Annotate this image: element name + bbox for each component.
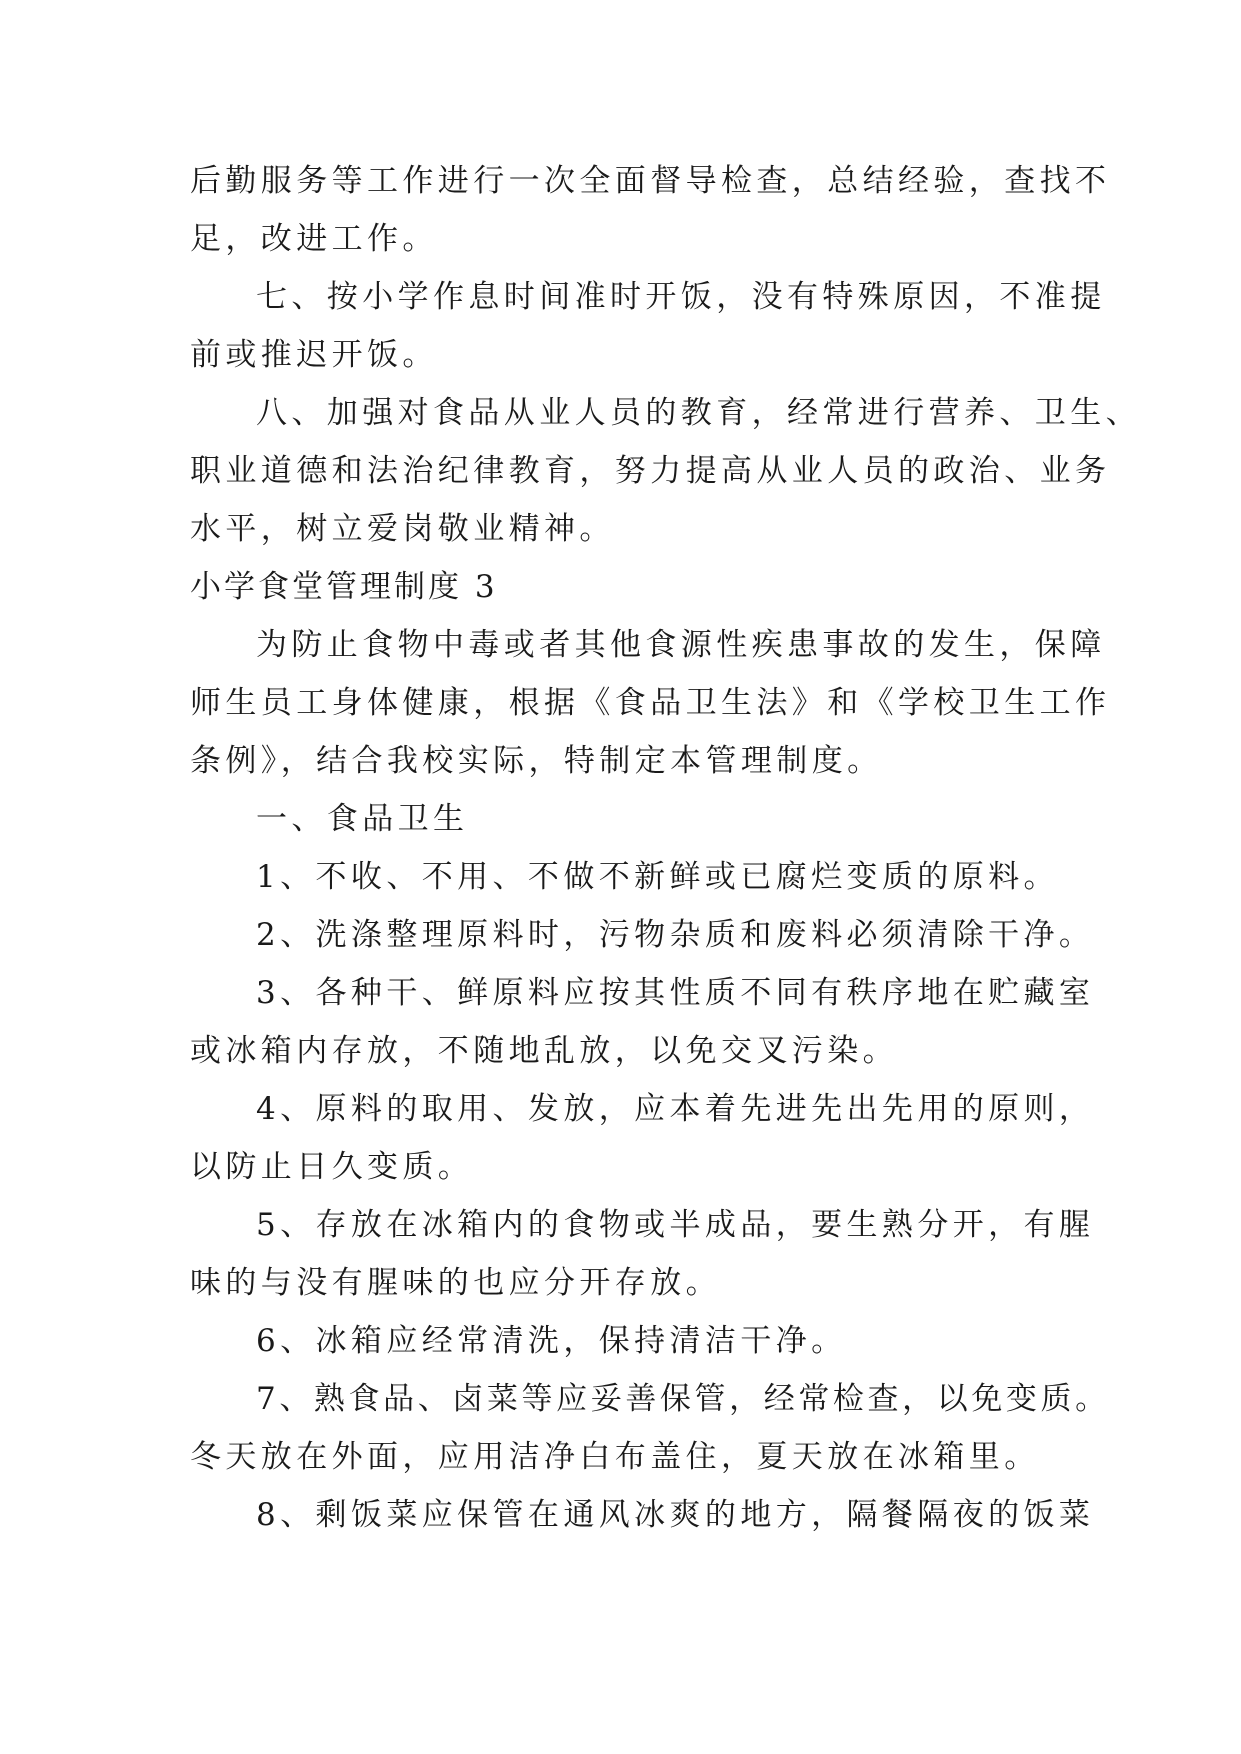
section-heading: 小学食堂管理制度 3 <box>190 569 498 605</box>
paragraph-line: 前或推迟开饭。 <box>190 337 438 373</box>
document-body <box>190 152 1141 1544</box>
list-item: 8、剩饭菜应保管在通风冰爽的地方，隔餐隔夜的饭菜 <box>256 1497 1095 1533</box>
subsection-heading: 一、食品卫生 <box>256 801 469 837</box>
paragraph-line: 足，改进工作。 <box>190 221 438 257</box>
list-item: 6、冰箱应经常清洗，保持清洁干净。 <box>256 1323 847 1359</box>
paragraph-line: 味的与没有腥味的也应分开存放。 <box>190 1265 721 1301</box>
list-item: 3、各种干、鲜原料应按其性质不同有秩序地在贮藏室 <box>256 975 1095 1011</box>
paragraph-line: 职业道德和法治纪律教育，努力提高从业人员的政治、业务 <box>190 453 1111 489</box>
list-item: 5、存放在冰箱内的食物或半成品，要生熟分开，有腥 <box>256 1207 1095 1243</box>
paragraph-line: 七、按小学作息时间准时开饭，没有特殊原因，不准提 <box>256 279 1106 315</box>
paragraph-line: 条例》，结合我校实际，特制定本管理制度。 <box>190 743 883 779</box>
paragraph-line: 八、加强对食品从业人员的教育，经常进行营养、卫生、 <box>256 395 1141 431</box>
paragraph-line: 以防止日久变质。 <box>190 1149 474 1185</box>
paragraph-line: 为防止食物中毒或者其他食源性疾患事故的发生，保障 <box>256 627 1106 663</box>
paragraph-line: 后勤服务等工作进行一次全面督导检查，总结经验，查找不 <box>190 163 1111 199</box>
paragraph-line: 或冰箱内存放，不随地乱放，以免交叉污染。 <box>190 1033 898 1069</box>
list-item: 4、原料的取用、发放，应本着先进先出先用的原则， <box>256 1091 1095 1127</box>
list-item: 7、熟食品、卤菜等应妥善保管，经常检查，以免变质。 <box>256 1381 1110 1417</box>
list-item: 2、洗涤整理原料时，污物杂质和废料必须清除干净。 <box>256 917 1095 953</box>
list-item: 1、不收、不用、不做不新鲜或已腐烂变质的原料。 <box>256 859 1059 895</box>
paragraph-line: 水平，树立爱岗敬业精神。 <box>190 511 615 547</box>
paragraph-line: 师生员工身体健康，根据《食品卫生法》和《学校卫生工作 <box>190 685 1111 721</box>
paragraph-line: 冬天放在外面，应用洁净白布盖住，夏天放在冰箱里。 <box>190 1439 1040 1475</box>
